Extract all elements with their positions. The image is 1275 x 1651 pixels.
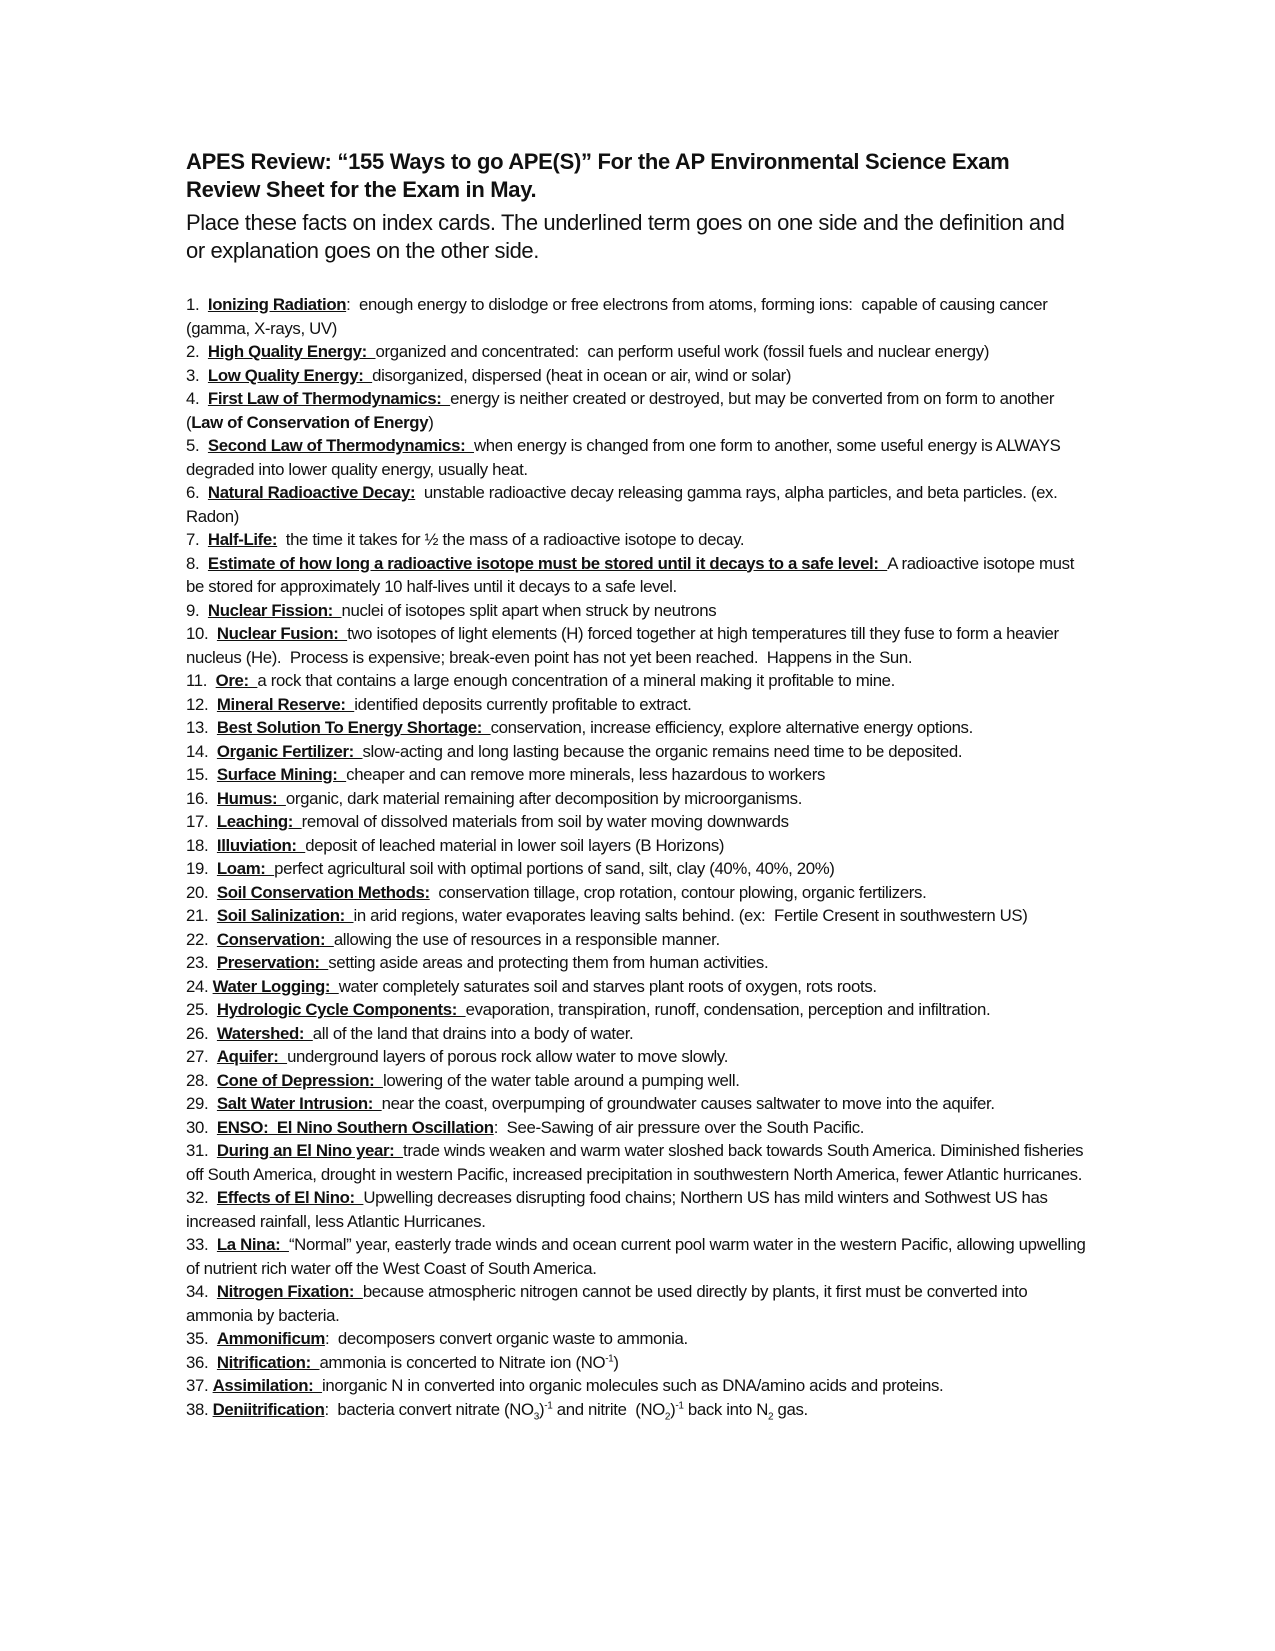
item-term: Ionizing Radiation — [207, 295, 347, 314]
item-term: Low Quality Energy: — [207, 365, 373, 385]
item-superscript: -1 — [605, 1352, 614, 1364]
item-definition: two isotopes of light elements (H) forced together at high temperatures till they fuse to form a heavier nucleus (He). Process is expensive; break-even point has not yet been reached. Happens in the Sun. — [186, 624, 1064, 667]
item-term: Deniitrification — [212, 1399, 325, 1419]
list-item — [186, 364, 1086, 388]
item-term: Natural Radioactive Decay: — [207, 483, 416, 502]
item-definition: : bacteria convert nitrate (NO — [324, 1399, 534, 1419]
list-item — [186, 763, 1086, 787]
item-number: 22. — [186, 929, 217, 949]
item-number: 37. — [186, 1376, 213, 1395]
item-definition: organic, dark material remaining after decomposition by microorganisms. — [285, 788, 803, 808]
list-item — [186, 716, 1086, 740]
item-number: 8. — [186, 553, 208, 573]
item-term: Preservation: — [216, 953, 329, 972]
formula-text: ) — [538, 1399, 545, 1419]
item-term: High Quality Energy: — [207, 342, 376, 361]
item-definition: conservation tillage, crop rotation, contour plowing, organic fertilizers. — [429, 882, 927, 902]
item-number: 10. — [186, 624, 217, 643]
item-definition: : See-Sawing of air pressure over the South Pacific. — [493, 1117, 865, 1137]
formula-subscript: 2 — [664, 1410, 671, 1422]
item-definition: trade winds weaken and warm water sloshed back towards South America. Diminished fisheries off South America, drought in western Pacific, increased precipitation in southwestern North America, fewer Atlantic hurricanes. — [186, 1141, 1088, 1184]
document-page — [186, 148, 1090, 1422]
item-term: ENSO: El Nino Southern Oscillation — [216, 1117, 494, 1137]
formula-subscript: 2 — [768, 1410, 774, 1422]
item-definition: A radioactive isotope must be stored for approximately 10 half-lives until it decays to a safe level. — [186, 553, 1079, 596]
list-item — [186, 528, 1086, 552]
item-term: Half-Life: — [207, 530, 278, 549]
formula-text: ) — [670, 1399, 676, 1419]
item-number: 14. — [186, 741, 217, 761]
item-number: 35. — [186, 1329, 217, 1348]
item-term: Assimilation: — [212, 1376, 323, 1395]
item-definition: “Normal” year, easterly trade winds and ocean current pool warm water in the western Pacific, allowing upwelling of nutrient rich water off the West Coast of South America. — [186, 1235, 1090, 1278]
list-item — [186, 975, 1086, 999]
item-suffix: ) — [613, 1352, 619, 1372]
item-term: Organic Fertilizer: — [216, 741, 363, 761]
item-definition: lowering of the water table around a pumping well. — [382, 1070, 740, 1090]
item-number: 21. — [186, 906, 217, 925]
list-item — [186, 1374, 1086, 1398]
list-item — [186, 387, 1086, 434]
list-item — [186, 693, 1086, 717]
formula-text: and nitrite (NO — [552, 1399, 665, 1419]
list-item — [186, 857, 1086, 881]
formula-text: gas. — [773, 1399, 808, 1419]
list-item — [186, 740, 1086, 764]
item-term: First Law of Thermodynamics: — [207, 389, 451, 408]
page-title — [186, 148, 1086, 204]
list-item — [186, 1280, 1086, 1327]
item-definition: water completely saturates soil and starves plant roots of oxygen, rots roots. — [338, 976, 877, 996]
item-definition: ammonia is concerted to Nitrate ion (NO — [319, 1352, 606, 1372]
title-line-1: APES Review: “155 Ways to go APE(S)” For the AP Environmental Science Exam — [186, 149, 1010, 174]
item-term: Conservation: — [216, 929, 334, 949]
item-term: Nuclear Fission: — [207, 600, 342, 620]
item-definition: cheaper and can remove more minerals, less hazardous to workers — [346, 765, 825, 784]
formula-text: back into N — [683, 1399, 769, 1419]
item-number: 17. — [186, 812, 217, 831]
list-item — [186, 787, 1086, 811]
item-term: Humus: — [216, 788, 286, 808]
list-item — [186, 1045, 1086, 1069]
item-number: 3. — [186, 365, 208, 385]
item-definition: a rock that contains a large enough concentration of a mineral making it profitable to mine. — [257, 671, 895, 690]
item-number: 13. — [186, 718, 217, 737]
item-definition: evaporation, transpiration, runoff, condensation, perception and infiltration. — [465, 1000, 991, 1019]
item-number: 11. — [186, 671, 216, 690]
list-item — [186, 1327, 1086, 1351]
item-definition: in arid regions, water evaporates leaving salts behind. (ex: Fertile Cresent in southwestern US) — [353, 906, 1028, 925]
list-item — [186, 552, 1086, 599]
item-definition: when energy is changed from one form to another, some useful energy is ALWAYS degraded into lower quality energy, usually heat. — [186, 436, 1065, 479]
item-term: Salt Water Intrusion: — [216, 1094, 382, 1113]
item-definition: near the coast, overpumping of groundwater causes saltwater to move into the aquifer. — [381, 1094, 995, 1113]
item-term: La Nina: — [216, 1235, 289, 1254]
item-term: Nitrogen Fixation: — [216, 1282, 363, 1301]
list-item — [186, 1139, 1086, 1186]
item-definition: : enough energy to dislodge or free electrons from atoms, forming ions: capable of causing cancer (gamma, X-rays, UV) — [186, 295, 1052, 338]
list-item — [186, 669, 1086, 693]
item-term: Nuclear Fusion: — [216, 624, 348, 643]
item-definition: deposit of leached material in lower soil layers (B Horizons) — [305, 835, 725, 855]
list-item — [186, 434, 1086, 481]
item-number: 1. — [186, 295, 208, 314]
item-definition: the time it takes for ½ the mass of a radioactive isotope to decay. — [277, 530, 745, 549]
item-definition: perfect agricultural soil with optimal portions of sand, silt, clay (40%, 40%, 20%) — [274, 859, 835, 878]
item-term: Surface Mining: — [216, 765, 347, 784]
item-definition: setting aside areas and protecting them from human activities. — [328, 953, 769, 972]
list-item — [186, 951, 1086, 975]
list-item — [186, 1092, 1086, 1116]
item-number: 16. — [186, 788, 217, 808]
item-number: 24. — [186, 976, 213, 996]
item-term: Estimate of how long a radioactive isotope must be stored until it decays to a safe level: — [207, 553, 888, 573]
item-number: 25. — [186, 1000, 217, 1019]
item-definition: underground layers of porous rock allow water to move slowly. — [287, 1047, 729, 1066]
list-item — [186, 834, 1086, 858]
item-term: Soil Conservation Methods: — [216, 882, 430, 902]
item-term: Effects of El Nino: — [216, 1188, 364, 1207]
item-term: Water Logging: — [212, 976, 339, 996]
item-number: 31. — [186, 1141, 217, 1160]
item-term: Second Law of Thermodynamics: — [207, 436, 475, 455]
intro-paragraph: Place these facts on index cards. The underlined term goes on one side and the definition and or explanation goes on the other side. — [186, 210, 1065, 263]
list-item — [186, 1351, 1086, 1375]
item-definition: nuclei of isotopes split apart when struck by neutrons — [341, 600, 717, 620]
item-definition: unstable radioactive decay releasing gamma rays, alpha particles, and beta particles. (ex. Radon) — [186, 483, 1067, 526]
item-number: 34. — [186, 1282, 217, 1301]
item-term: Loam: — [216, 859, 275, 878]
item-number: 36. — [186, 1352, 217, 1372]
item-number: 18. — [186, 835, 217, 855]
item-term: Best Solution To Energy Shortage: — [216, 718, 491, 737]
item-number: 30. — [186, 1117, 217, 1137]
list-item — [186, 1398, 1086, 1422]
item-term: Aquifer: — [216, 1047, 288, 1066]
item-term: Nitrification: — [216, 1352, 320, 1372]
item-term: Illuviation: — [216, 835, 306, 855]
title-line-2: Review Sheet for the Exam in May. — [186, 177, 537, 202]
item-suffix: ) — [428, 412, 434, 432]
item-definition: all of the land that drains into a body of water. — [312, 1023, 634, 1043]
item-number: 23. — [186, 953, 217, 972]
item-definition: disorganized, dispersed (heat in ocean or air, wind or solar) — [372, 365, 792, 385]
review-list — [186, 293, 1090, 1422]
list-item — [186, 810, 1086, 834]
item-term: Cone of Depression: — [216, 1070, 383, 1090]
item-term: Hydrologic Cycle Components: — [216, 1000, 466, 1019]
list-item — [186, 998, 1086, 1022]
item-definition: allowing the use of resources in a responsible manner. — [333, 929, 720, 949]
item-definition: : decomposers convert organic waste to ammonia. — [324, 1329, 688, 1348]
item-number: 6. — [186, 483, 208, 502]
item-definition: inorganic N in converted into organic molecules such as DNA/amino acids and proteins. — [322, 1376, 944, 1395]
list-item — [186, 1022, 1086, 1046]
item-number: 29. — [186, 1094, 217, 1113]
item-definition: conservation, increase efficiency, explore alternative energy options. — [490, 718, 973, 737]
item-number: 15. — [186, 765, 217, 784]
item-number: 33. — [186, 1235, 217, 1254]
list-item — [186, 340, 1086, 364]
item-number: 28. — [186, 1070, 217, 1090]
item-number: 2. — [186, 342, 208, 361]
item-number: 9. — [186, 600, 208, 620]
item-definition: identified deposits currently profitable to extract. — [354, 694, 692, 714]
item-number: 38. — [186, 1399, 213, 1419]
item-number: 5. — [186, 436, 208, 455]
list-item — [186, 293, 1086, 340]
list-item — [186, 1233, 1090, 1280]
item-definition: slow-acting and long lasting because the organic remains need time to be deposited. — [362, 741, 963, 761]
list-item — [186, 881, 1086, 905]
item-definition: energy is neither created or destroyed, but may be converted from on form to another ( — [186, 389, 1059, 432]
item-number: 32. — [186, 1188, 217, 1207]
item-term: Ammonificum — [216, 1329, 325, 1348]
item-number: 27. — [186, 1047, 217, 1066]
list-item — [186, 599, 1086, 623]
item-definition: organized and concentrated: can perform useful work (fossil fuels and nuclear energy) — [375, 342, 990, 361]
item-term: During an El Nino year: — [216, 1141, 404, 1160]
list-item — [186, 928, 1086, 952]
item-definition: because atmospheric nitrogen cannot be used directly by plants, it first must be converted into ammonia by bacteria. — [186, 1282, 1032, 1325]
item-number: 4. — [186, 389, 208, 408]
item-term: Ore: — [215, 671, 258, 690]
list-item — [186, 622, 1086, 669]
item-definition: Upwelling decreases disrupting food chains; Northern US has mild winters and Sothwest US has increased rainfall, less Atlantic Hurricanes. — [186, 1188, 1052, 1231]
item-number: 26. — [186, 1023, 217, 1043]
list-item — [186, 1186, 1086, 1233]
formula-superscript: -1 — [544, 1399, 553, 1411]
item-number: 7. — [186, 530, 208, 549]
formula-superscript: -1 — [675, 1399, 684, 1411]
item-number: 12. — [186, 694, 217, 714]
list-item — [186, 1116, 1086, 1140]
item-term: Leaching: — [216, 812, 302, 831]
list-item — [186, 1069, 1086, 1093]
list-item — [186, 904, 1086, 928]
formula-subscript: 3 — [533, 1410, 539, 1422]
item-number: 19. — [186, 859, 217, 878]
item-term: Watershed: — [216, 1023, 313, 1043]
item-term: Mineral Reserve: — [216, 694, 355, 714]
item-number: 20. — [186, 882, 217, 902]
item-definition: removal of dissolved materials from soil by water moving downwards — [301, 812, 789, 831]
item-bold-phrase: Law of Conservation of Energy — [191, 412, 429, 432]
item-term: Soil Salinization: — [216, 906, 354, 925]
list-item — [186, 481, 1086, 528]
